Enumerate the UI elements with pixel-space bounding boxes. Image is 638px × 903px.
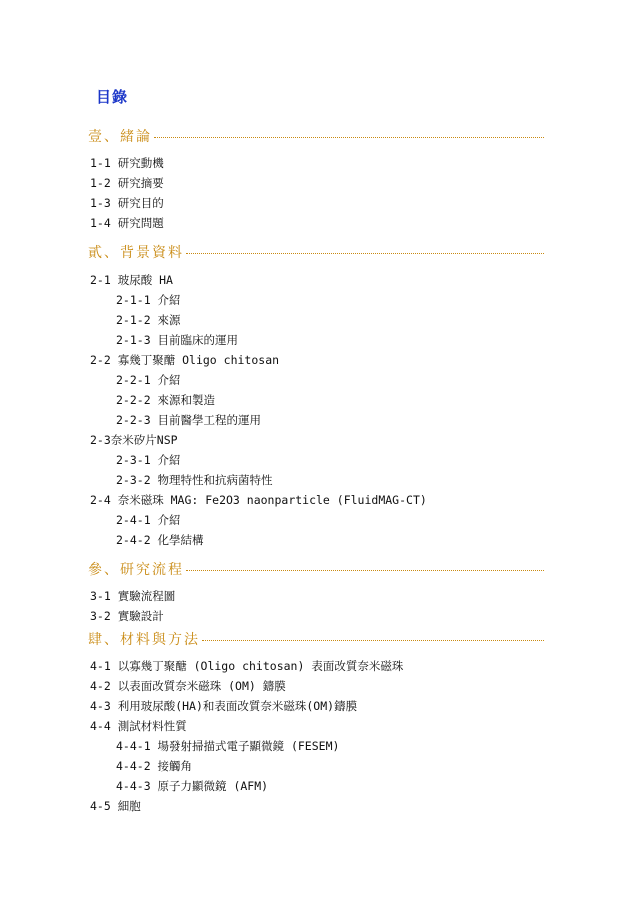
toc-entry: 4-1 以寡幾丁聚醣 (Oligo chitosan) 表面改質奈米磁珠 (90, 659, 404, 673)
toc-entry: 2-2 寡幾丁聚醣 Oligo chitosan (90, 353, 280, 367)
toc-entry: 4-2 以表面改質奈米磁珠 (OM) 鑄膜 (90, 679, 286, 693)
toc-entry: 2-3奈米矽片NSP (90, 433, 178, 447)
toc-entry: 3-2 實驗設計 (90, 609, 164, 623)
section-heading-background (88, 242, 544, 262)
toc-entry: 2-4 奈米磁珠 MAG: Fe2O3 naonparticle (FluidMAG-CT) (90, 493, 427, 507)
toc-subentry: 2-4-1 介紹 (116, 513, 181, 527)
toc-subentry: 4-4-1 場發射掃描式電子顯微鏡 (FESEM) (116, 739, 340, 753)
toc-entry: 3-1 實驗流程圖 (90, 589, 176, 603)
toc-entry: 1-2 研究摘要 (90, 176, 164, 190)
toc-subentry: 2-3-2 物理特性和抗病菌特性 (116, 473, 273, 487)
toc-subentry: 2-3-1 介紹 (116, 453, 181, 467)
section-heading-label: 貳、背景資料 (88, 245, 184, 261)
toc-subentry: 2-2-3 目前醫學工程的運用 (116, 413, 262, 427)
section-heading-label: 參、研究流程 (88, 562, 184, 578)
section-heading-materials-methods (88, 629, 544, 649)
toc-subentry: 4-4-2 接觸角 (116, 759, 193, 773)
toc-subentry: 2-2-2 來源和製造 (116, 393, 216, 407)
toc-subentry: 2-1-3 目前臨床的運用 (116, 333, 239, 347)
section-heading-label: 肆、材料與方法 (88, 632, 200, 648)
toc-entry: 2-1 玻尿酸 HA (90, 273, 173, 287)
toc-entry: 4-5 細胞 (90, 799, 141, 813)
toc-subentry: 2-2-1 介紹 (116, 373, 181, 387)
section-heading-label: 壹、緒論 (88, 129, 152, 145)
dot-leader (186, 570, 544, 571)
toc-entry: 4-4 測試材料性質 (90, 719, 187, 733)
toc-entry: 1-1 研究動機 (90, 156, 164, 170)
dot-leader (154, 137, 544, 138)
toc-title: 目錄 (96, 88, 129, 106)
toc-entry: 4-3 利用玻尿酸(HA)和表面改質奈米磁珠(OM)鑄膜 (90, 699, 358, 713)
toc-subentry: 2-1-1 介紹 (116, 293, 181, 307)
section-heading-research-process (88, 559, 544, 579)
toc-entry: 1-3 研究目的 (90, 196, 164, 210)
section-heading-introduction (88, 126, 544, 146)
toc-subentry: 2-1-2 來源 (116, 313, 181, 327)
toc-entry: 1-4 研究問題 (90, 216, 164, 230)
toc-subentry: 2-4-2 化學結構 (116, 533, 204, 547)
dot-leader (186, 253, 544, 254)
dot-leader (202, 640, 544, 641)
toc-subentry: 4-4-3 原子力顯微鏡 (AFM) (116, 779, 269, 793)
